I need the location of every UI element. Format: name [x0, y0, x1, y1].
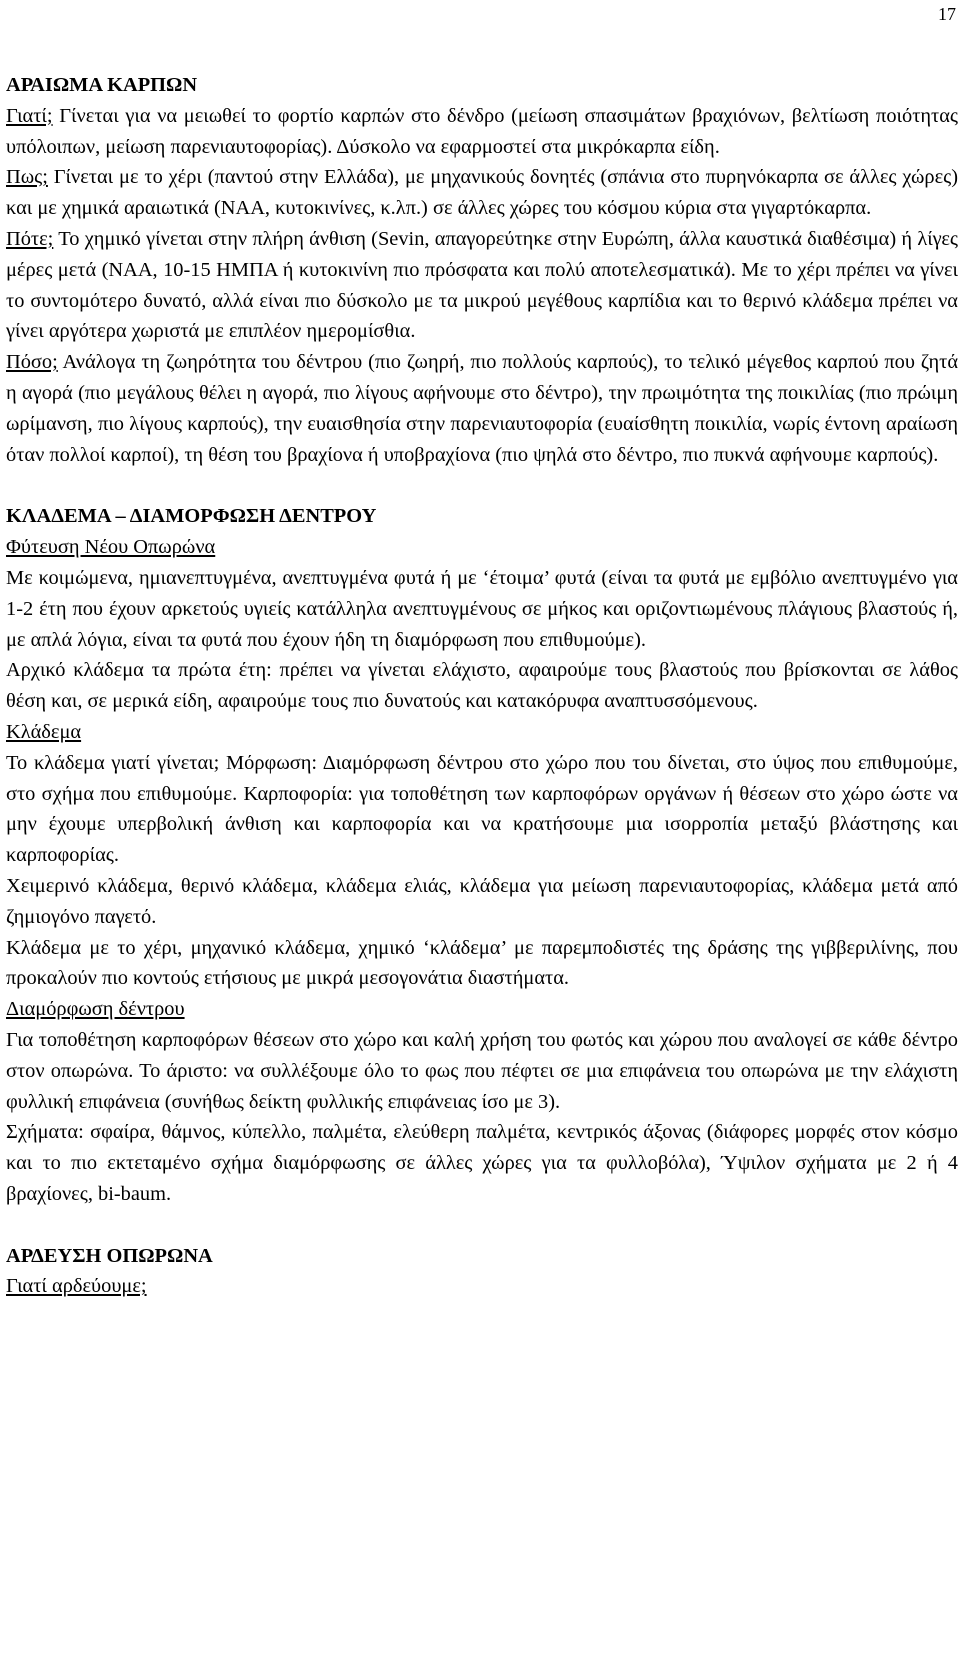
subheading-tree-training: Διαμόρφωση δέντρου	[6, 998, 185, 1021]
section-heading-thinning: ΑΡΑΙΩΜΑ ΚΑΡΠΩΝ	[6, 74, 198, 96]
paragraph-why	[6, 101, 958, 163]
section-fruit-thinning	[6, 70, 958, 470]
text-when: Το χημικό γίνεται στην πλήρη άνθιση (Sevin, απαγορεύτηκε στην Ευρώπη, άλλα καυστικά διαθέσιμα) ή λίγες μέρες μετά (ΝΑΑ, 10-15 ΗΜΠΑ ή κυτοκινίνη πιο πρόσφατα και πολύ αποτελεσματικά). Με το χέρι πρέπει να γίνει το συντομότερο δυνατό, αλλά είναι πιο δύσκολο με τα μικρού μεγέθους καρπίδια και το θερινό κλάδεμα πρέπει να γίνει αργότερα χωριστά με επιπλέον ημερομίσθια.	[6, 227, 958, 343]
text-why: Γίνεται για να μειωθεί το φορτίο καρπών στο δένδρο (μείωση σπασιμάτων βραχιόνων, βελτίωση ποιότητας υπόλοιπων, μείωση παρενιαυτοφορίας). Δύσκολο να εφαρμοστεί στα μικρόκαρπα είδη.	[6, 104, 958, 158]
subheading-why-irrigate: Γιατί αρδεύουμε;	[6, 1275, 147, 1298]
paragraph-training-shapes: Σχήματα: σφαίρα, θάμνος, κύπελλο, παλμέτα, ελεύθερη παλμέτα, κεντρικός άξονας (διάφορες μορφές στον κόσμο και το πιο εκτεταμένο σχήμα διαμόρφωσης σε άλλες χώρες για τα φυλλοβόλα), Ύψιλον σχήματα με 2 ή 4 βραχίονες, bi-baum.	[6, 1121, 958, 1205]
text-how: Γίνεται με το χέρι (παντού στην Ελλάδα), με μηχανικούς δονητές (σπάνια στο πυρηνόκαρπα σε άλλες χώρες) και με χημικά αραιωτικά (ΝΑΑ, κυτοκινίνες, κ.λπ.) σε άλλες χώρες του κόσμου κύρια στα γιγαρτόκαρπα.	[6, 166, 958, 220]
paragraph-pruning-types: Χειμερινό κλάδεμα, θερινό κλάδεμα, κλάδεμα ελιάς, κλάδεμα για μείωση παρενιαυτοφορίας, κλάδεμα μετά από ζημιογόνο παγετό.	[6, 874, 958, 928]
paragraph-planting: Με κοιμώμενα, ημιανεπτυγμένα, ανεπτυγμένα φυτά ή με ‘έτοιμα’ φυτά (είναι τα φυτά με εμβόλιο ανεπτυγμένο για 1-2 έτη που έχουν αρκετούς υγιείς κατάλληλα ανεπτυγμένους σε μήκος και οριζοντιωμένους πλάγιους βλαστούς ή, με απλά λόγια, είναι τα φυτά που έχουν ήδη τη διαμόρφωση που επιθυμούμε).	[6, 566, 958, 651]
label-how-much: Πόσο;	[6, 351, 58, 374]
label-when: Πότε;	[6, 227, 54, 250]
paragraph-pruning-methods: Κλάδεμα με το χέρι, μηχανικό κλάδεμα, χημικό ‘κλάδεμα’ με παρεμποδιστές της δράσης της γιββεριλίνης, που προκαλούν πιο κοντούς ετήσιους με μικρά μεσογονάτια διαστήματα.	[6, 936, 958, 990]
subheading-new-orchard: Φύτευση Νέου Οπωρώνα	[6, 536, 216, 559]
page-number: 17	[938, 4, 956, 24]
paragraph-how	[6, 162, 958, 224]
paragraph-pruning-why: Το κλάδεμα γιατί γίνεται; Μόρφωση: Διαμόρφωση δέντρου στο χώρο που του δίνεται, στο ύψος που επιθυμούμε, στο σχήμα που επιθυμούμε. Καρποφορία: για τοποθέτηση των καρποφόρων οργάνων ή θέσεων στο χώρο ώστε να μην έχουμε υπερβολική άνθιση και καρποφορία και να κρατήσουμε μια ισορροπία μεταξύ βλάστησης και καρποφορίας.	[6, 751, 958, 867]
label-why: Γιατί;	[6, 104, 53, 127]
paragraph-when	[6, 224, 958, 347]
section-heading-irrigation: ΑΡΔΕΥΣΗ ΟΠΩΡΩΝΑ	[6, 1244, 213, 1267]
section-heading-pruning: ΚΛΑΔΕΜΑ – ΔΙΑΜΟΡΦΩΣΗ ΔΕΝΤΡΟΥ	[6, 505, 377, 528]
paragraph-training-purpose: Για τοποθέτηση καρποφόρων θέσεων στο χώρο και καλή χρήση του φωτός και χώρου που αναλογεί σε κάθε δέντρο στον οπωρώνα. Το άριστο: να συλλέξουμε όλο το φως που πέφτει σε μια επιφάνεια του οπωρώνα με την ελάχιστη φυλλική επιφάνεια (συνήθως δείκτη φυλλικής επιφάνειας ίσο με 3).	[6, 1028, 958, 1113]
paragraph-how-much	[6, 347, 958, 470]
paragraph-initial-pruning: Αρχικό κλάδεμα τα πρώτα έτη: πρέπει να γίνεται ελάχιστο, αφαιρούμε τους βλαστούς που βρίσκονται σε λάθος θέση και, σε μερικά είδη, αφαιρούμε τους πιο δυνατούς και κατακόρυφα αναπτυσσόμενους.	[6, 659, 958, 713]
label-how: Πως;	[6, 166, 48, 189]
section-irrigation	[6, 1241, 958, 1303]
document-body	[6, 70, 958, 1302]
text-how-much: Ανάλογα τη ζωηρότητα του δέντρου (πιο ζωηρή, πιο πολλούς καρπούς), το τελικό μέγεθος καρπού που ζητά η αγορά (πιο μεγάλους θέλει η αγορά, πιο λίγους αφήνουμε στο δέντρο), την πρωιμότητα της ποικιλίας (πιο πρώιμη ωρίμανση, πιο λίγους καρπούς), την ευαισθησία στην παρενιαυτοφορία (ευαίσθητη ποικιλία, νωρίς έντονη αραίωση όταν πολλοί καρποί), τη θέση του βραχίονα ή υποβραχίονα (πιο ψηλά στο δέντρο, πιο πυκνά αφήνουμε καρπούς).	[6, 351, 958, 466]
section-pruning	[6, 501, 958, 1209]
subheading-pruning: Κλάδεμα	[6, 720, 82, 743]
